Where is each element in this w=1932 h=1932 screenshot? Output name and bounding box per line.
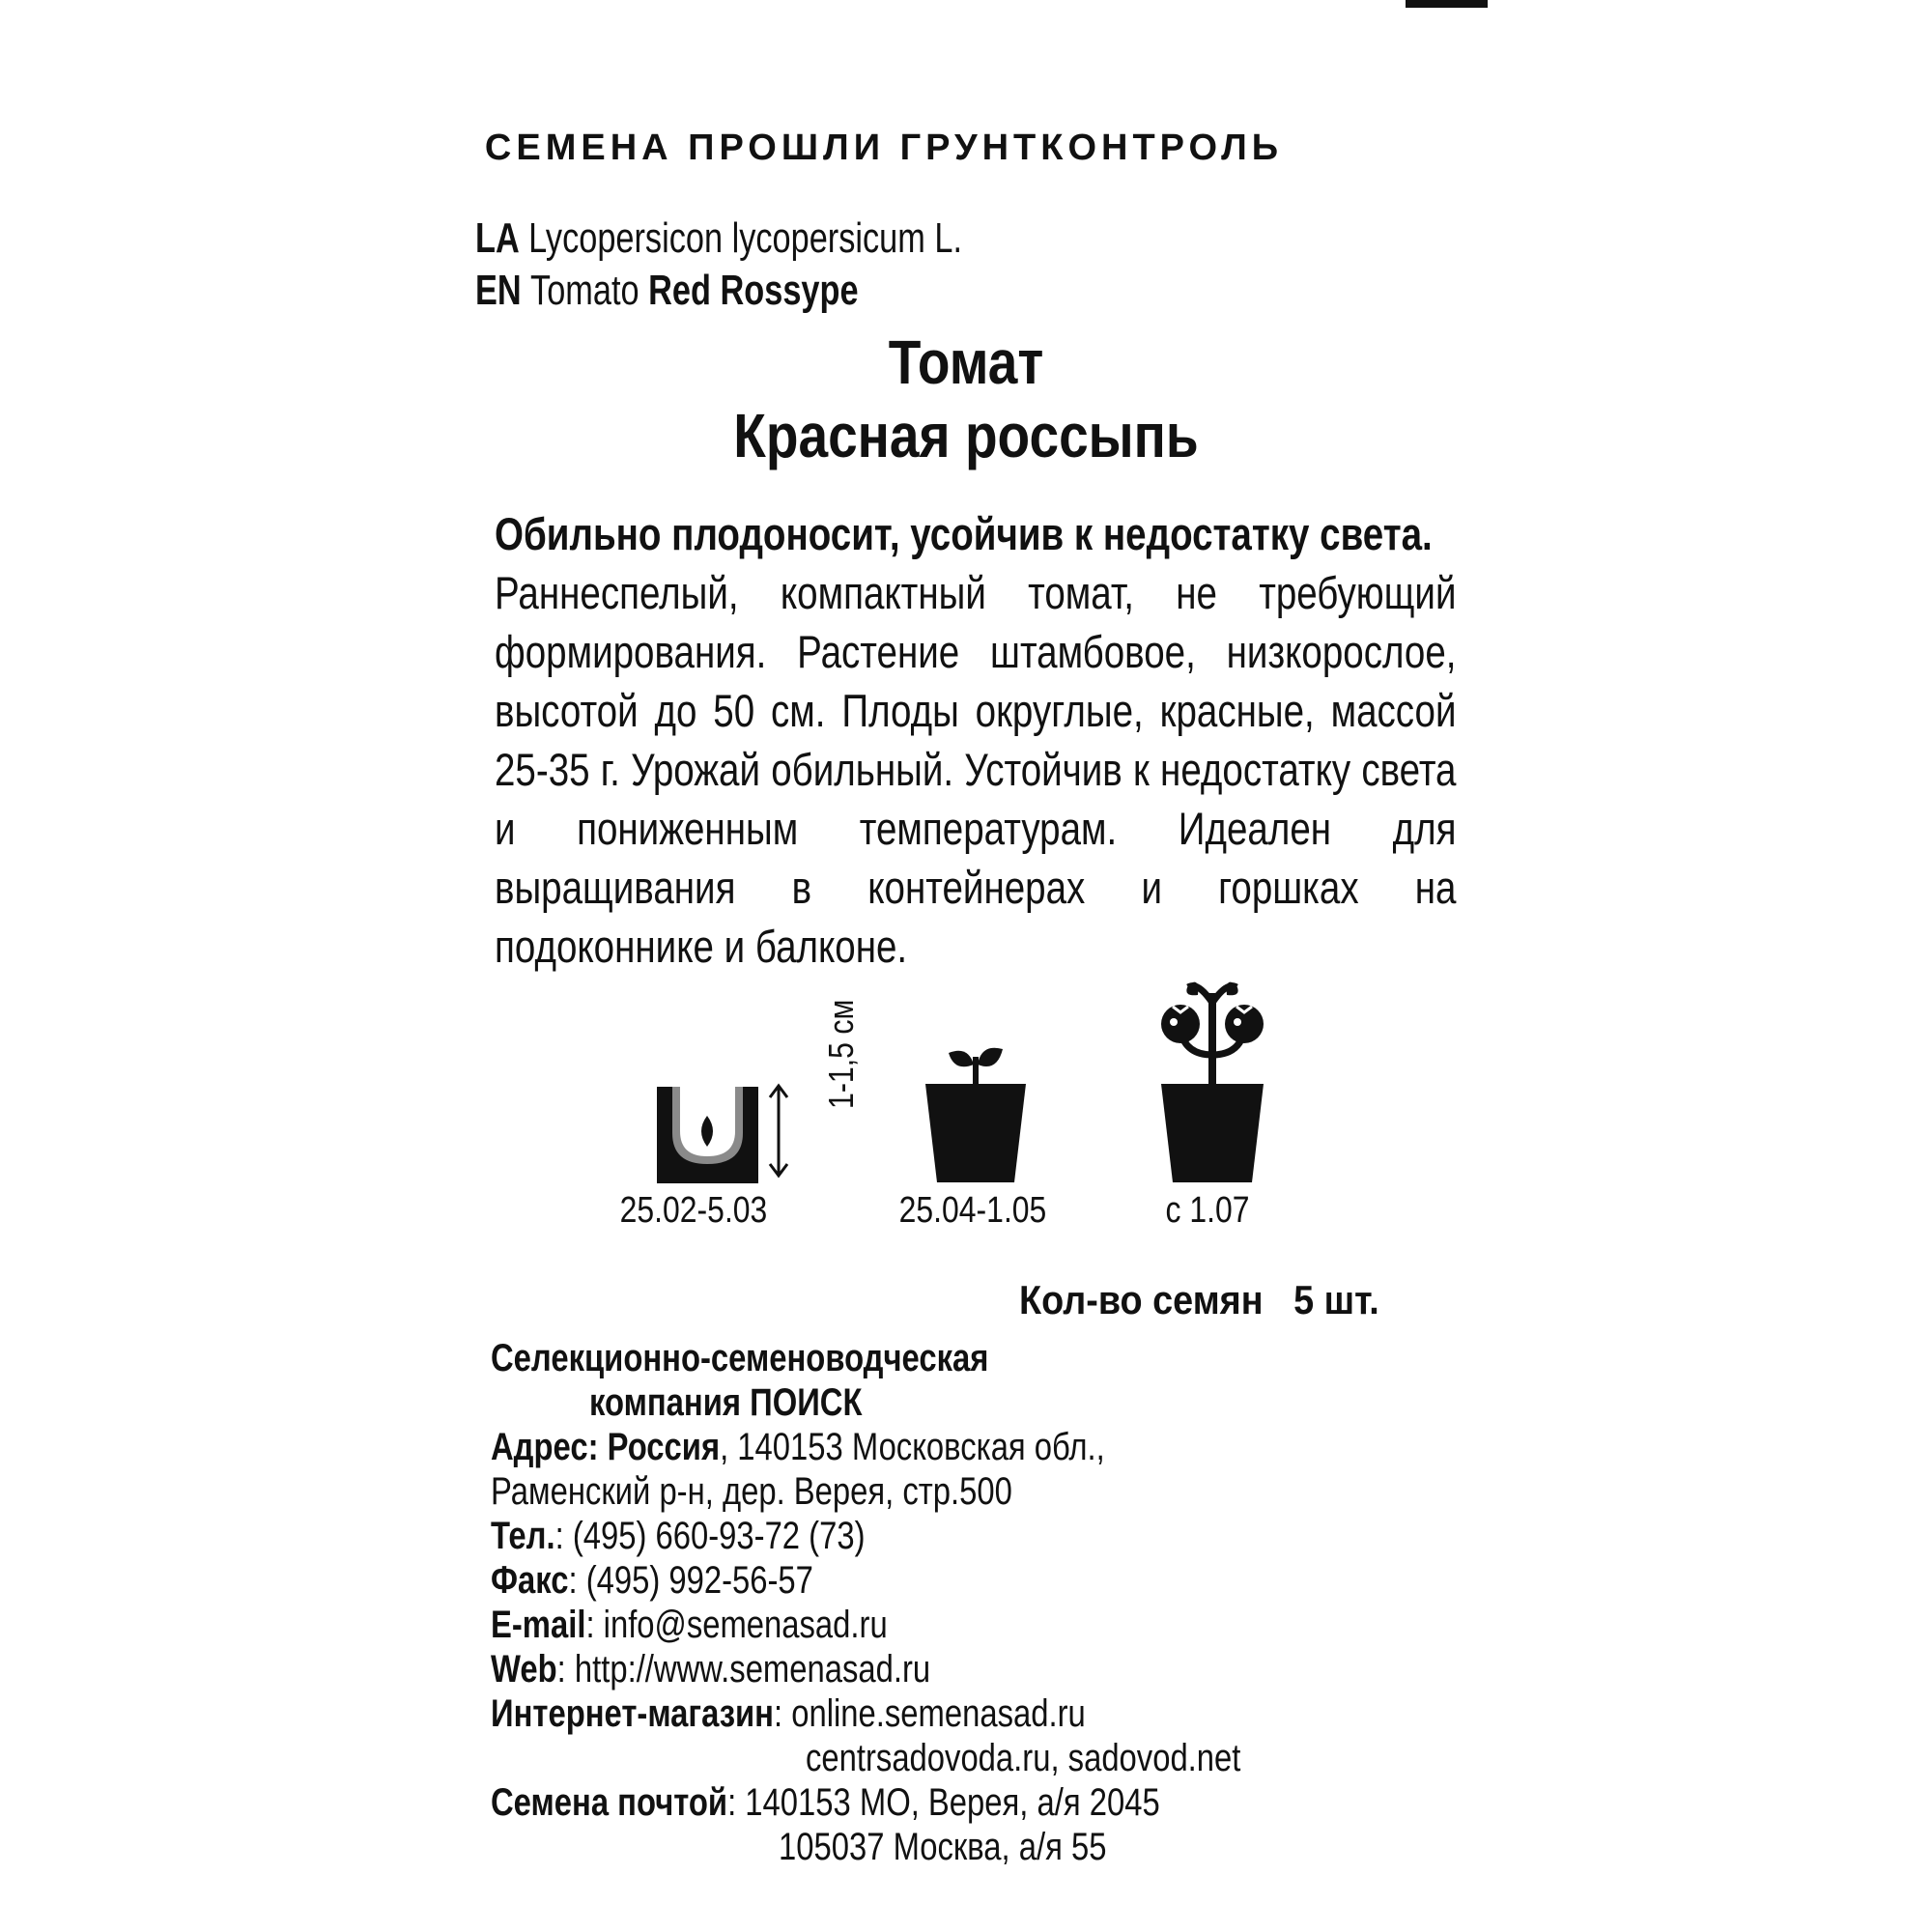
fruiting-plant-icon	[1159, 974, 1265, 1182]
ground-control-banner: СЕМЕНА ПРОШЛИ ГРУНТКОНТРОЛЬ	[484, 128, 1284, 168]
latin-name-line	[475, 214, 962, 263]
description	[495, 504, 1456, 976]
company-shop-line2: centrsadovoda.ru, sadovod.net	[806, 1737, 1241, 1779]
seed-depth-icon	[657, 1087, 758, 1183]
company-fax: Факс: (495) 992-56-57	[491, 1559, 813, 1602]
sowing-date-seedling: 25.04-1.05	[898, 1190, 1047, 1231]
seed-count	[1019, 1277, 1379, 1323]
company-address: Адрес: Россия, 140153 Московская обл.,	[491, 1426, 1105, 1468]
depth-arrow-icon	[767, 1080, 790, 1181]
sowing-date-seed: 25.02-5.03	[619, 1190, 768, 1231]
company-line1: Селекционно-семеноводческая	[491, 1337, 989, 1379]
latin-code: LA	[475, 214, 520, 262]
title-crop: Томат	[888, 327, 1044, 397]
latin-name: Lycopersicon lycopersicum L.	[528, 214, 963, 262]
company-mail: Семена почтой: 140153 МО, Верея, а/я 2045	[491, 1781, 1160, 1824]
sowing-depth-label: 1-1,5 см	[821, 999, 861, 1109]
english-name-line	[475, 267, 859, 315]
description-body: Раннеспелый, компактный томат, не требующий формирования. Растение штамбовое, низкорослое, высотой до 50 см. Плоды округлые, красные, массой 25-35 г. Урожай обильный. Устойчив к недостатку света и пониженным температурам. Идеален для выращивания в контейнерах и горшках на подоконнике и балконе.	[495, 567, 1457, 972]
sowing-date-fruiting: с 1.07	[1165, 1190, 1250, 1231]
company-address-line2: Раменский р-н, дер. Верея, стр.500	[491, 1470, 1012, 1513]
company-phone: Тел.: (495) 660-93-72 (73)	[491, 1515, 866, 1557]
description-lead: Обильно плодоносит, усойчив к недостатку света.	[495, 508, 1433, 559]
english-code: EN	[475, 267, 522, 314]
english-variety: Red Rossype	[648, 267, 859, 314]
corner-mark	[1406, 0, 1488, 8]
seedling-pot-icon	[925, 1036, 1026, 1182]
english-prefix: Tomato	[530, 267, 639, 314]
company-email: E-mail: info@semenasad.ru	[491, 1604, 888, 1646]
company-mail-line2: 105037 Москва, а/я 55	[779, 1826, 1107, 1868]
title-variety: Красная россыпь	[733, 401, 1199, 470]
seed-count-value: 5 шт.	[1293, 1277, 1379, 1322]
company-web: Web: http://www.semenasad.ru	[491, 1648, 931, 1690]
company-line2: компания ПОИСК	[589, 1381, 863, 1424]
seed-count-label: Кол-во семян	[1019, 1277, 1264, 1322]
company-shop: Интернет-магазин: online.semenasad.ru	[491, 1692, 1086, 1735]
